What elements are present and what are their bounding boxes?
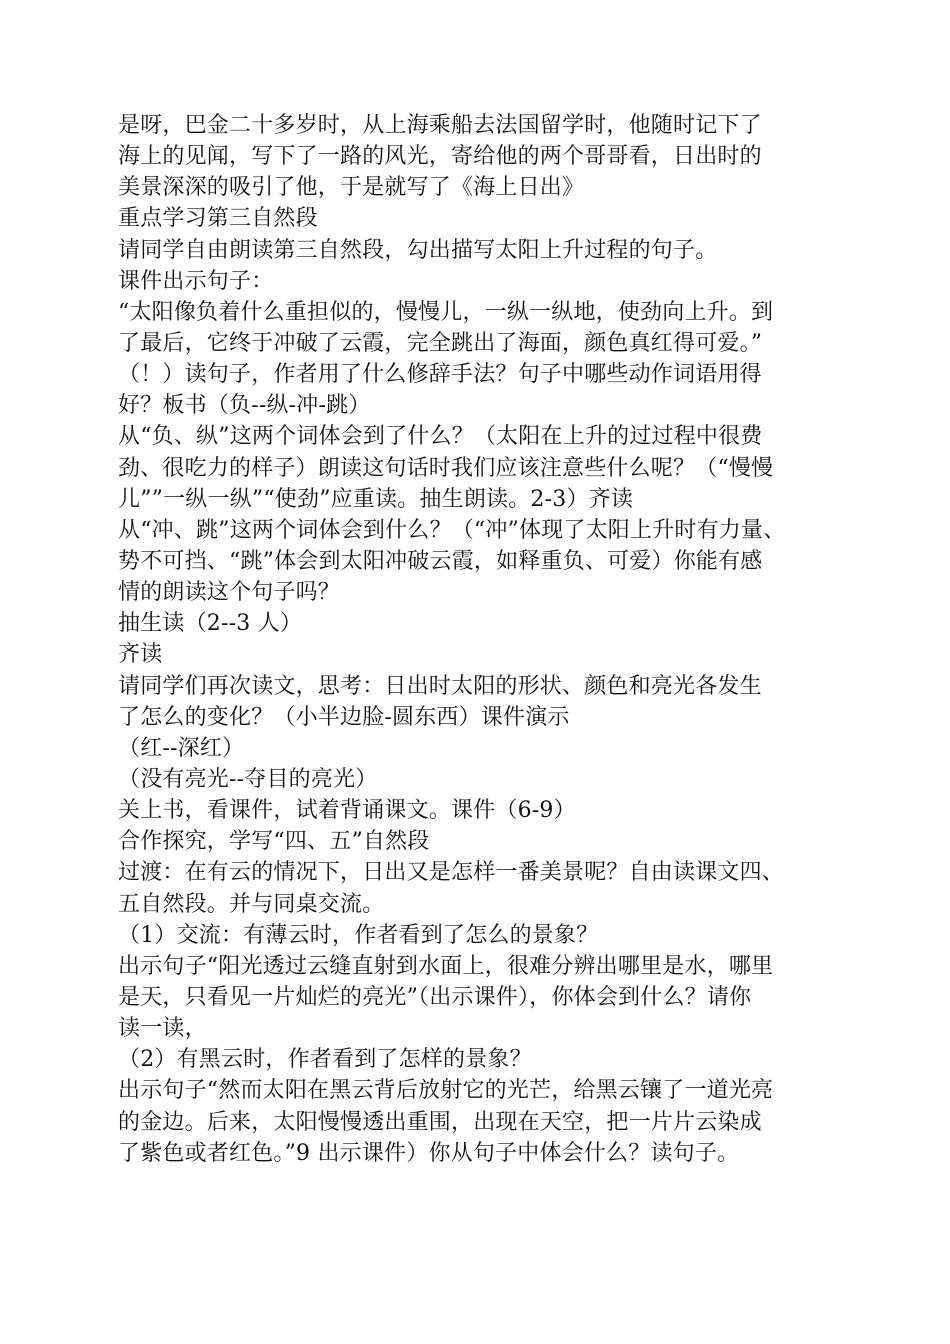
text-line: 出示句子“然而太阳在黑云背后放射它的光芒，给黑云镶了一道光亮 bbox=[118, 1078, 774, 1104]
section-heading: 合作探究，学写“四、五”自然段 bbox=[118, 829, 430, 855]
document-body bbox=[118, 110, 858, 1169]
text-line: 请同学们再次读文，思考：日出时太阳的形状、颜色和亮光各发生 bbox=[118, 673, 762, 699]
text-line: 过渡：在有云的情况下，日出又是怎样一番美景呢？自由读课文四、 bbox=[118, 860, 785, 886]
quote-line: “太阳像负着什么重担似的，慢慢儿，一纵一纵地，使劲向上升。到 bbox=[118, 299, 774, 325]
text-line: 是天，只看见一片灿烂的亮光”（出示课件），你体会到什么？请你 bbox=[118, 984, 752, 1010]
text-line: 抽生读（2--3 人） bbox=[118, 611, 303, 637]
text-line: 美景深深的吸引了他，于是就写了《海上日出》 bbox=[118, 175, 585, 201]
text-line: 海上的见闻，写下了一路的风光，寄给他的两个哥哥看，日出时的 bbox=[118, 144, 762, 170]
text-line: 情的朗读这个句子吗？ bbox=[118, 580, 341, 606]
text-line: 好？板书（负--纵-冲-跳） bbox=[118, 393, 371, 419]
text-line: （！）读句子，作者用了什么修辞手法？句子中哪些动作词语用得 bbox=[118, 362, 762, 388]
section-heading: 重点学习第三自然段 bbox=[118, 206, 318, 232]
text-line: 了紫色或者红色。”9 出示课件）你从句子中体会什么？读句子。 bbox=[118, 1140, 740, 1166]
text-line: 齐读 bbox=[118, 642, 163, 668]
text-line: 出示句子“阳光透过云缝直射到水面上，很难分辨出哪里是水，哪里 bbox=[118, 953, 774, 979]
text-line: （1）交流：有薄云时，作者看到了怎么的景象？ bbox=[118, 922, 599, 948]
text-line: 从“负、纵”这两个词体会到了什么？（太阳在上升的过过程中很费 bbox=[118, 424, 763, 450]
text-line: 五自然段。并与同桌交流。 bbox=[118, 891, 385, 917]
quote-line: 了最后，它终于冲破了云霞，完全跳出了海面，颜色真红得可爱。” bbox=[118, 330, 763, 356]
text-line: 劲、很吃力的样子）朗读这句话时我们应该注意些什么呢？（“慢慢 bbox=[118, 455, 774, 481]
text-line: 儿””一纵一纵”“使劲”应重读。抽生朗读。2-3）齐读 bbox=[118, 486, 634, 512]
text-line: 请同学自由朗读第三自然段，勾出描写太阳上升过程的句子。 bbox=[118, 237, 718, 263]
text-line: 从“冲、跳”这两个词体会到什么？（“冲”体现了太阳上升时有力量、 bbox=[118, 517, 786, 543]
text-line: 课件出示句子： bbox=[118, 268, 274, 294]
text-line: 是呀，巴金二十多岁时，从上海乘船去法国留学时，他随时记下了 bbox=[118, 113, 762, 138]
text-line: 读一读， bbox=[118, 1016, 207, 1042]
text-line: 的金边。后来，太阳慢慢透出重围，出现在天空，把一片片云染成 bbox=[118, 1109, 762, 1135]
text-line: 了怎么的变化？（小半边脸-圆东西）课件演示 bbox=[118, 704, 570, 730]
text-line: （没有亮光--夺目的亮光） bbox=[118, 766, 378, 792]
text-line: （2）有黑云时，作者看到了怎样的景象？ bbox=[118, 1047, 532, 1073]
text-line: 势不可挡、“跳”体会到太阳冲破云霞，如释重负、可爱）你能有感 bbox=[118, 548, 763, 574]
text-line: 关上书，看课件，试着背诵课文。课件（6-9） bbox=[118, 798, 576, 824]
text-line: （红--深红） bbox=[118, 735, 245, 761]
